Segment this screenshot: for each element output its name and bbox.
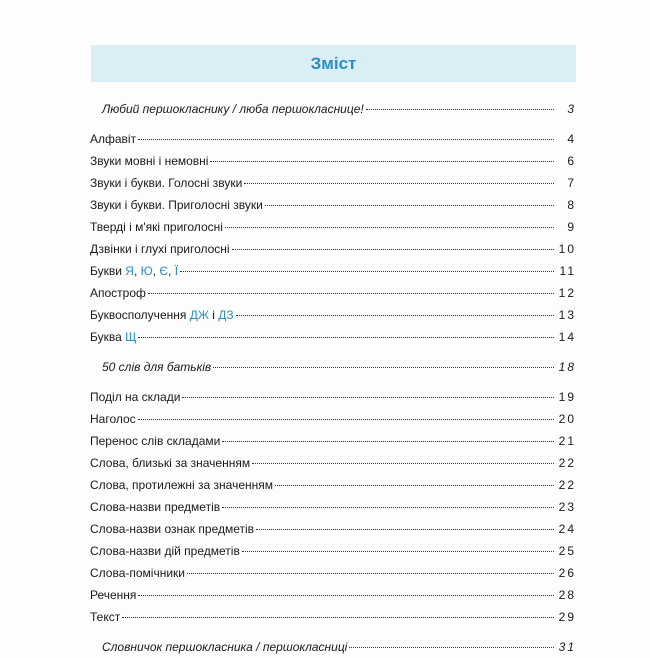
- entry-text: Звуки і букви. Приголосні звуки: [90, 198, 263, 212]
- toc-section: [90, 356, 576, 378]
- entry-text: Тверді і м'які приголосні: [90, 220, 223, 234]
- entry-text: і: [208, 308, 219, 322]
- toc-entry[interactable]: [90, 584, 576, 606]
- dot-leader: [222, 507, 554, 508]
- toc-section: [90, 636, 576, 658]
- entry-text: Поділ на склади: [90, 390, 181, 404]
- toc-entry[interactable]: [90, 562, 576, 584]
- toc-entry-title: [90, 474, 273, 496]
- toc-page-number: 22: [558, 456, 576, 470]
- entry-text: Слова-назви предметів: [90, 500, 221, 514]
- toc-page-number: 14: [558, 330, 576, 344]
- toc-entry-title: [102, 636, 347, 658]
- toc-entry-title: [90, 194, 263, 216]
- entry-text: ,: [168, 264, 175, 278]
- toc-page-number: 29: [558, 610, 576, 624]
- dot-leader: [225, 227, 554, 228]
- entry-text: Речення: [90, 588, 137, 602]
- toc-entry-title: [90, 238, 230, 260]
- toc-entry-title: [90, 606, 120, 628]
- entry-text: Наголос: [90, 412, 136, 426]
- toc-entry-title: [90, 282, 146, 304]
- toc-entry-title: [90, 584, 136, 606]
- toc-section: [90, 128, 576, 348]
- toc-entry[interactable]: [90, 326, 576, 348]
- toc-entry[interactable]: [90, 386, 576, 408]
- toc-page-number: 18: [558, 360, 576, 374]
- highlighted-letter: Ї: [174, 264, 179, 278]
- toc-page-number: 7: [567, 176, 576, 190]
- toc-page-number: 12: [558, 286, 576, 300]
- toc-entry-title: [90, 260, 178, 282]
- toc-entry-title: [90, 452, 250, 474]
- toc-page-number: 31: [558, 640, 576, 654]
- toc-page-number: 6: [567, 154, 576, 168]
- toc-entry-title: [90, 326, 136, 348]
- entry-text: Словничок першокласника / першокласниці: [102, 640, 348, 654]
- toc-page-number: 9: [567, 220, 576, 234]
- toc-entry-title: [90, 496, 220, 518]
- toc-entry-title: [90, 216, 223, 238]
- dot-leader: [187, 573, 554, 574]
- entry-text: Слова, протилежні за значенням: [90, 478, 274, 492]
- dot-leader: [256, 529, 554, 530]
- entry-text: 50 слів для батьків: [102, 360, 212, 374]
- table-of-contents: [90, 98, 576, 658]
- highlighted-letter: ДЖ: [189, 308, 209, 322]
- toc-section: [90, 386, 576, 628]
- toc-entry-title: [90, 150, 208, 172]
- toc-page-number: 26: [558, 566, 576, 580]
- entry-text: Перенос слів складами: [90, 434, 221, 448]
- toc-entry-title: [102, 356, 211, 378]
- toc-entry-title: [90, 128, 136, 150]
- toc-entry[interactable]: [90, 304, 576, 326]
- highlighted-letter: Я: [125, 264, 134, 278]
- entry-text: Звуки і букви. Голосні звуки: [90, 176, 243, 190]
- toc-page-number: 19: [558, 390, 576, 404]
- toc-page-number: 13: [558, 308, 576, 322]
- toc-page-number: 11: [559, 264, 576, 278]
- dot-leader: [244, 183, 554, 184]
- highlighted-letter: Щ: [125, 330, 137, 344]
- toc-entry-title: [90, 304, 234, 326]
- toc-entry[interactable]: [90, 172, 576, 194]
- entry-text: Любий першокласнику / люба першокласнице!: [102, 102, 364, 116]
- entry-text: Буквосполучення: [90, 308, 190, 322]
- dot-leader: [122, 617, 554, 618]
- entry-text: Алфавіт: [90, 132, 137, 146]
- title-band: [91, 45, 576, 82]
- dot-leader: [232, 249, 554, 250]
- toc-entry[interactable]: [90, 496, 576, 518]
- toc-entry[interactable]: [90, 260, 576, 282]
- entry-text: Текст: [90, 610, 121, 624]
- entry-text: Слова-назви ознак предметів: [90, 522, 255, 536]
- toc-page-number: 4: [567, 132, 576, 146]
- dot-leader: [275, 485, 554, 486]
- dot-leader: [349, 647, 554, 648]
- highlighted-letter: ДЗ: [218, 308, 234, 322]
- dot-leader: [182, 397, 554, 398]
- toc-entry-title: [90, 386, 180, 408]
- entry-text: Слова-назви дій предметів: [90, 544, 240, 558]
- toc-entry[interactable]: [90, 518, 576, 540]
- toc-entry[interactable]: [90, 540, 576, 562]
- dot-leader: [138, 337, 554, 338]
- dot-leader: [236, 315, 554, 316]
- dot-leader: [242, 551, 554, 552]
- toc-entry[interactable]: [90, 238, 576, 260]
- toc-entry[interactable]: [90, 128, 576, 150]
- toc-entry[interactable]: [90, 194, 576, 216]
- toc-entry[interactable]: [90, 452, 576, 474]
- toc-entry[interactable]: [90, 216, 576, 238]
- toc-entry[interactable]: [90, 150, 576, 172]
- dot-leader: [210, 161, 554, 162]
- toc-entry[interactable]: [90, 474, 576, 496]
- dot-leader: [148, 293, 554, 294]
- entry-text: Букви: [90, 264, 126, 278]
- dot-leader: [138, 595, 554, 596]
- toc-entry-title: [102, 98, 364, 120]
- toc-section: [90, 98, 576, 120]
- entry-text: ,: [152, 264, 160, 278]
- dot-leader: [265, 205, 554, 206]
- toc-page-number: 24: [558, 522, 576, 536]
- entry-text: Апостроф: [90, 286, 146, 300]
- dot-leader: [138, 419, 554, 420]
- toc-page-number: 20: [558, 412, 576, 426]
- dot-leader: [252, 463, 554, 464]
- toc-page-number: 8: [567, 198, 576, 212]
- dot-leader: [138, 139, 554, 140]
- toc-entry[interactable]: [90, 356, 576, 378]
- toc-page-number: 21: [558, 434, 576, 448]
- toc-entry[interactable]: [90, 408, 576, 430]
- highlighted-letter: Ю: [140, 264, 153, 278]
- toc-entry-title: [90, 172, 242, 194]
- toc-page-number: 23: [558, 500, 576, 514]
- page-title: Зміст: [310, 53, 357, 73]
- entry-text: Слова-помічники: [90, 566, 186, 580]
- toc-entry-title: [90, 430, 220, 452]
- dot-leader: [180, 271, 554, 272]
- toc-entry[interactable]: [90, 282, 576, 304]
- highlighted-letter: Є: [159, 264, 169, 278]
- toc-entry[interactable]: [90, 98, 576, 120]
- toc-page-number: 22: [558, 478, 576, 492]
- entry-text: Звуки мовні і немовні: [90, 154, 209, 168]
- dot-leader: [222, 441, 554, 442]
- toc-entry-title: [90, 518, 254, 540]
- toc-entry-title: [90, 408, 136, 430]
- toc-entry[interactable]: [90, 430, 576, 452]
- toc-page-number: 25: [558, 544, 576, 558]
- entry-text: Буква: [90, 330, 126, 344]
- entry-text: Слова, близькі за значенням: [90, 456, 251, 470]
- entry-text: ,: [133, 264, 141, 278]
- toc-page-number: 10: [558, 242, 576, 256]
- dot-leader: [366, 109, 554, 110]
- toc-entry[interactable]: [90, 636, 576, 658]
- toc-entry-title: [90, 540, 240, 562]
- toc-entry[interactable]: [90, 606, 576, 628]
- dot-leader: [213, 367, 554, 368]
- entry-text: Дзвінки і глухі приголосні: [90, 242, 230, 256]
- toc-page-number: 3: [567, 102, 576, 116]
- toc-page-number: 28: [558, 588, 576, 602]
- toc-entry-title: [90, 562, 185, 584]
